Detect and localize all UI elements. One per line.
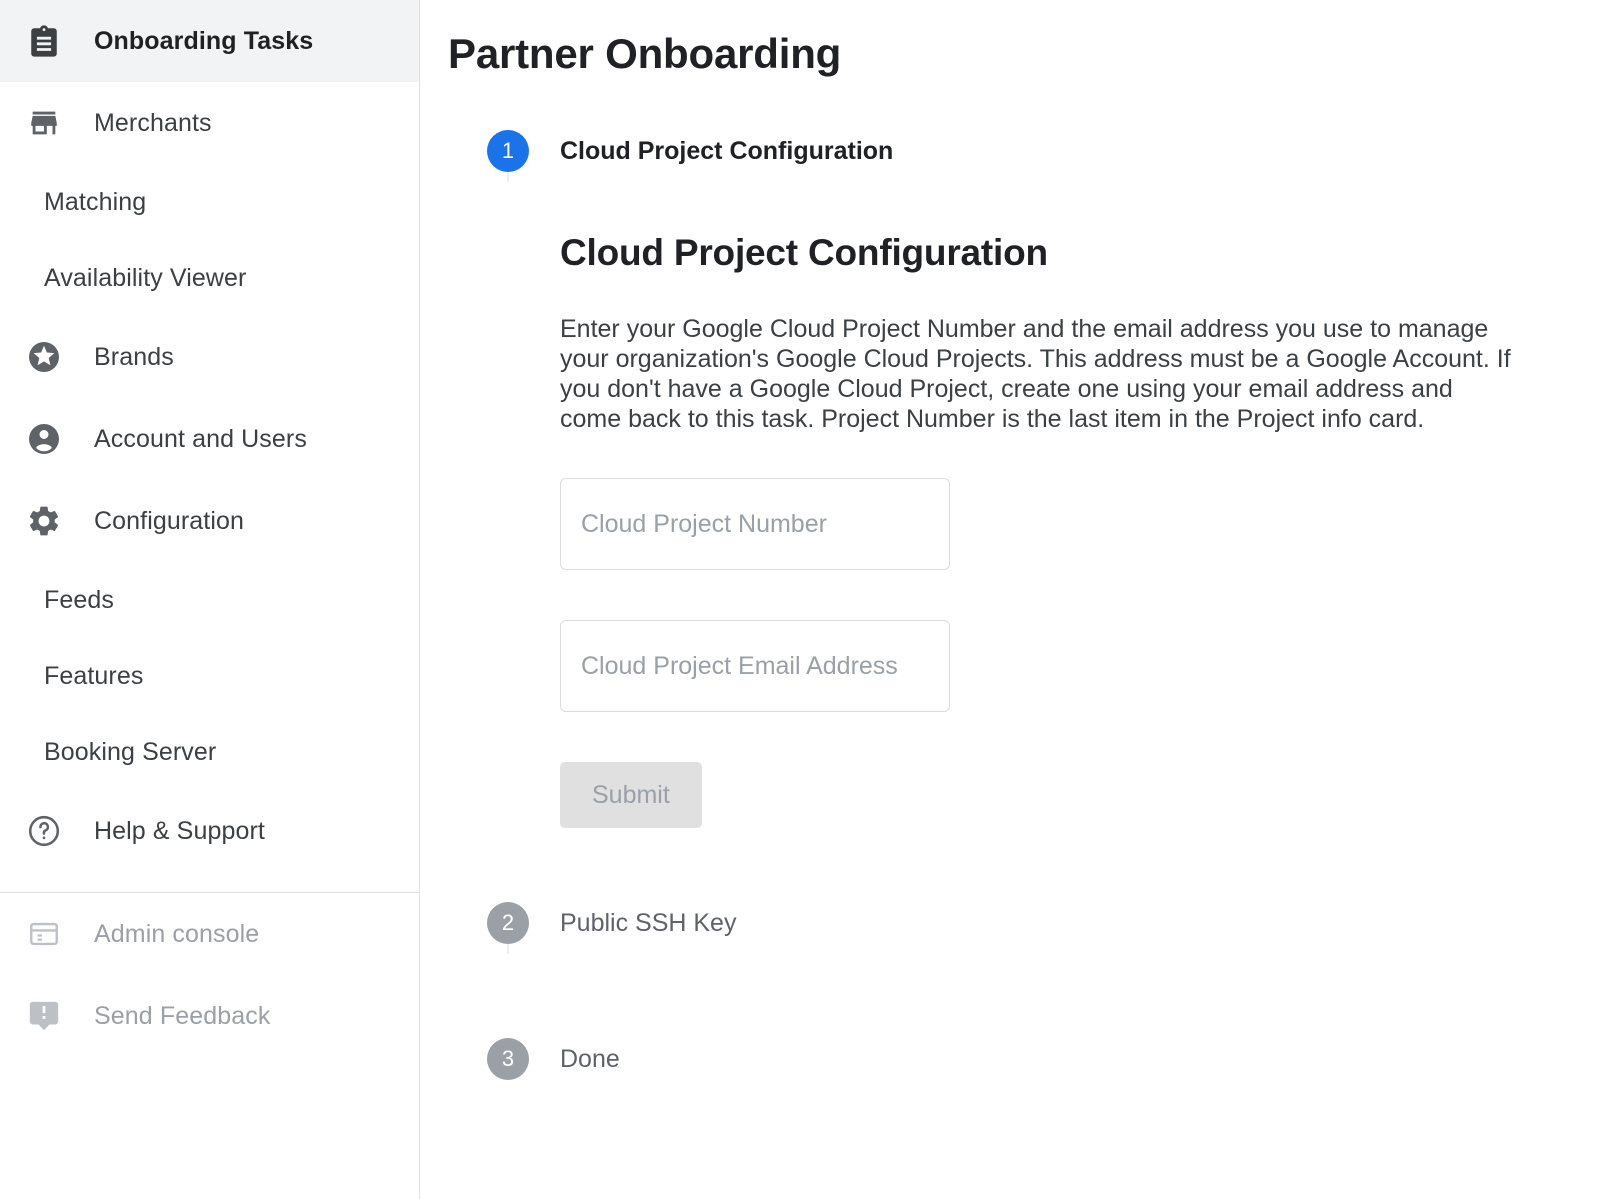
- sidebar-item-label: Features: [44, 661, 144, 690]
- sidebar-item-label: Brands: [94, 342, 174, 371]
- panel-description: Enter your Google Cloud Project Number and the email address you use to manage your organization's Google Cloud Projects. This address must be a Google Account. If you don't have a Google Cloud Project, create one using your email address and come back to this task. Project Number is the last item in the Project info card.: [560, 315, 1511, 433]
- sidebar-item-send-feedback[interactable]: [0, 975, 419, 1057]
- step-1-number: 1: [487, 130, 529, 172]
- sidebar-item-label: Merchants: [94, 108, 212, 137]
- sidebar-item-label: Feeds: [44, 585, 114, 614]
- sidebar-item-matching[interactable]: [0, 164, 419, 240]
- page-title: Partner Onboarding: [448, 30, 842, 77]
- sidebar-item-label: Help & Support: [94, 816, 265, 845]
- sidebar-item-label: Send Feedback: [94, 1001, 271, 1030]
- step-connector-line: [508, 944, 509, 954]
- sidebar-item-label: Admin console: [94, 919, 260, 948]
- sidebar-item-account-and-users[interactable]: [0, 398, 419, 480]
- step-3-number: 3: [487, 1038, 529, 1080]
- gear-icon: [22, 499, 66, 543]
- person-icon: [22, 417, 66, 461]
- sidebar-item-configuration[interactable]: [0, 480, 419, 562]
- step-3: [482, 1038, 1600, 1090]
- sidebar-item-help-and-support[interactable]: [0, 790, 419, 872]
- step-1-marker: [482, 130, 534, 172]
- panel-title: Cloud Project Configuration: [560, 232, 1048, 273]
- store-icon: [22, 101, 66, 145]
- sidebar-item-label: Booking Server: [44, 737, 217, 766]
- step-2: [482, 902, 1600, 1038]
- sidebar-item-features[interactable]: [0, 638, 419, 714]
- cloud-project-email-input[interactable]: [560, 620, 950, 712]
- admin-console-icon: [22, 912, 66, 956]
- step-3-label[interactable]: Done: [560, 1045, 620, 1073]
- step-2-body: [534, 902, 1600, 1038]
- clipboard-icon: [22, 19, 66, 63]
- step-3-marker: [482, 1038, 534, 1080]
- step-3-body: [534, 1038, 1600, 1090]
- sidebar-item-label: Availability Viewer: [44, 263, 247, 292]
- sidebar-item-feeds[interactable]: [0, 562, 419, 638]
- sidebar-item-label: Onboarding Tasks: [94, 26, 314, 55]
- star-icon: [22, 335, 66, 379]
- sidebar-item-availability-viewer[interactable]: [0, 240, 419, 316]
- cloud-project-configuration-panel: [560, 172, 1570, 892]
- main-content: [420, 0, 1600, 1199]
- step-1: [482, 130, 1600, 902]
- help-icon: [22, 809, 66, 853]
- sidebar-item-admin-console[interactable]: [0, 893, 419, 975]
- sidebar-item-brands[interactable]: [0, 316, 419, 398]
- sidebar: [0, 0, 420, 1199]
- sidebar-item-label: Configuration: [94, 506, 245, 535]
- step-2-marker: [482, 902, 534, 944]
- submit-button[interactable]: Submit: [560, 762, 702, 828]
- sidebar-item-booking-server[interactable]: [0, 714, 419, 790]
- step-2-number: 2: [487, 902, 529, 944]
- sidebar-item-onboarding-tasks[interactable]: [0, 0, 419, 82]
- sidebar-item-label: Account and Users: [94, 424, 307, 453]
- step-1-label: Cloud Project Configuration: [560, 137, 894, 165]
- sidebar-item-merchants[interactable]: [0, 82, 419, 164]
- sidebar-item-label: Matching: [44, 187, 147, 216]
- step-1-body: [534, 130, 1600, 902]
- onboarding-stepper: [482, 130, 1600, 1090]
- step-connector-line: [508, 172, 509, 182]
- cloud-project-number-input[interactable]: [560, 478, 950, 570]
- feedback-icon: [22, 994, 66, 1038]
- step-2-label[interactable]: Public SSH Key: [560, 909, 737, 937]
